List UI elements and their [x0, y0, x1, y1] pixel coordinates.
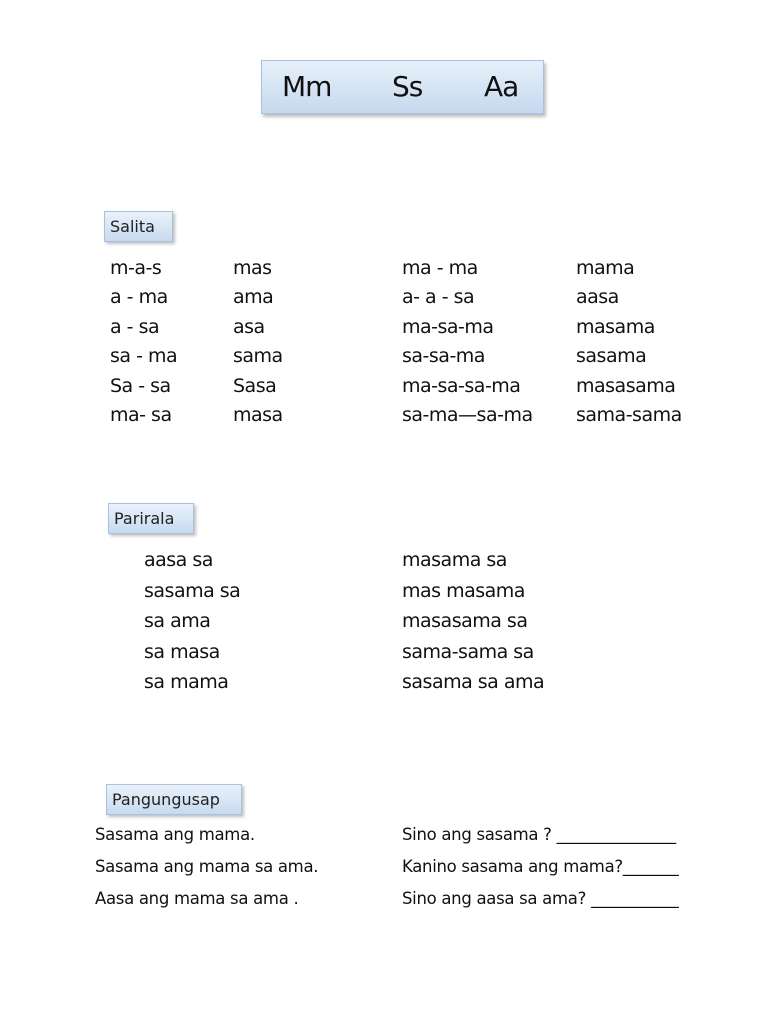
list-item: masama — [576, 315, 655, 338]
section-label-pangungusap: Pangungusap — [106, 784, 242, 815]
question-item: Sino ang aasa sa ama? ___________ — [402, 889, 679, 908]
pangungusap-column-right — [402, 819, 679, 915]
list-item: ma-sa-sa-ma — [402, 374, 521, 397]
salita-column-2 — [233, 254, 283, 430]
list-item: asa — [233, 315, 265, 338]
letter-s-title: Ss — [392, 70, 423, 103]
list-item: ma- sa — [110, 403, 172, 426]
letter-m-title: Mm — [282, 70, 332, 103]
list-item: mas — [233, 257, 272, 279]
list-item: ama — [233, 286, 274, 309]
letter-a-title: Aa — [484, 70, 519, 103]
pangungusap-column-left — [95, 819, 318, 915]
list-item: ma - ma — [402, 257, 478, 279]
sentence-item: Sasama ang mama sa ama. — [95, 857, 319, 876]
question-item: Kanino sasama ang mama?_______ — [402, 857, 679, 876]
sentence-item: Aasa ang mama sa ama . — [95, 889, 299, 908]
list-item: sasama — [576, 345, 647, 368]
list-item: masasama — [576, 374, 676, 397]
list-item: masama sa — [402, 549, 507, 571]
list-item: sama-sama — [576, 403, 682, 426]
list-item: sa ama — [144, 610, 211, 632]
list-item: sa masa — [144, 640, 220, 663]
list-item: Sasa — [233, 374, 277, 397]
list-item: a- a - sa — [402, 286, 475, 309]
list-item: ma-sa-ma — [402, 315, 494, 338]
parirala-column-right — [402, 545, 544, 698]
list-item: sama — [233, 345, 283, 368]
list-item: mas masama — [402, 579, 525, 602]
sentence-item: Sasama ang mama. — [95, 825, 255, 844]
list-item: sasama sa ama — [402, 671, 545, 693]
list-item: masa — [233, 403, 283, 426]
list-item: sa-sa-ma — [402, 345, 485, 368]
list-item: masasama sa — [402, 610, 528, 632]
salita-column-3 — [402, 254, 533, 430]
letters-title-box — [261, 60, 544, 114]
list-item: sa-ma—sa-ma — [402, 403, 533, 426]
list-item: mama — [576, 257, 635, 279]
list-item: a - sa — [110, 315, 160, 338]
question-item: Sino ang sasama ? _______________ — [402, 825, 676, 844]
parirala-column-left — [144, 545, 240, 698]
section-label-salita: Salita — [104, 211, 173, 242]
list-item: Sa - sa — [110, 374, 171, 397]
salita-column-1 — [110, 254, 177, 430]
list-item: sama-sama sa — [402, 640, 534, 663]
list-item: aasa — [576, 286, 619, 309]
salita-column-4 — [576, 254, 682, 430]
list-item: aasa sa — [144, 549, 213, 571]
section-label-parirala: Parirala — [108, 503, 194, 534]
list-item: sasama sa — [144, 579, 241, 602]
list-item: m-a-s — [110, 257, 162, 279]
list-item: sa mama — [144, 671, 229, 693]
list-item: sa - ma — [110, 345, 178, 368]
list-item: a - ma — [110, 286, 168, 309]
